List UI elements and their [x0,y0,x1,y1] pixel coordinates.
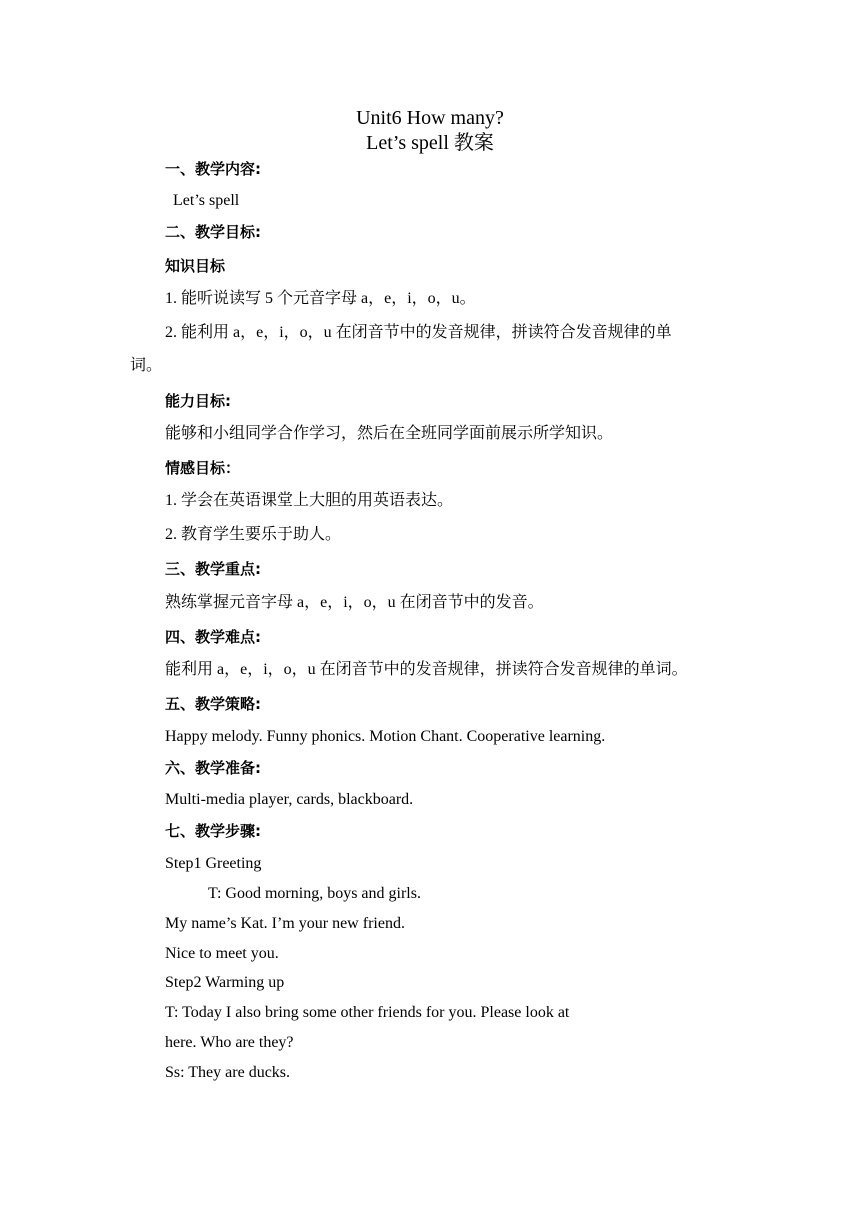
step1-line2: My name’s Kat. I’m your new friend. [165,915,405,932]
preparation-text: Multi-media player, cards, blackboard. [165,791,414,808]
knowledge-item-2-line1: 2. 能利用 a，e，i，o，u 在闭音节中的发音规律，拼读符合发音规律的单 [165,324,672,341]
ability-text: 能够和小组同学合作学习，然后在全班同学面前展示所学知识。 [165,425,614,442]
step2-students-line: Ss: They are ducks. [165,1064,291,1081]
difficulties-text: 能利用 a，e，i，o，u 在闭音节中的发音规律，拼读符合发音规律的单词。 [165,661,688,678]
document-title-line2: Let’s spell 教案 [366,132,494,154]
subheading-emotion: 情感目标： [165,459,241,477]
section-heading-preparation: 六、教学准备: [165,759,261,777]
key-points-text: 熟练掌握元音字母 a，e，i，o，u 在闭音节中的发音。 [165,594,544,611]
section-heading-key-points: 三、教学重点: [165,560,261,578]
step1-teacher-line: T: Good morning, boys and girls. [208,885,421,902]
section-heading-content: 一、教学内容: [165,160,261,178]
step1-title: Step1 Greeting [165,855,262,872]
document-title-line1: Unit6 How many? [356,107,504,129]
section-heading-strategies: 五、教学策略: [165,695,261,713]
emotion-item-1: 1. 学会在英语课堂上大胆的用英语表达。 [165,492,454,509]
content-text: Let’s spell [173,192,240,209]
section-heading-difficulties: 四、教学难点: [165,628,261,646]
step2-title: Step2 Warming up [165,974,285,991]
subheading-knowledge: 知识目标 [165,257,226,275]
strategies-text: Happy melody. Funny phonics. Motion Chant. Cooperative learning. [165,728,606,745]
step2-teacher-line1: T: Today I also bring some other friends for you. Please look at [165,1004,570,1021]
subheading-ability: 能力目标: [165,392,231,410]
step2-teacher-line2: here. Who are they? [165,1034,294,1051]
knowledge-item-1: 1. 能听说读写 5 个元音字母 a，e，i，o，u。 [165,290,476,307]
section-heading-objectives: 二、教学目标: [165,223,261,241]
section-heading-steps: 七、教学步骤: [165,822,261,840]
step1-line3: Nice to meet you. [165,945,279,962]
emotion-item-2: 2. 教育学生要乐于助人。 [165,526,342,543]
knowledge-item-2-line2: 词。 [130,357,163,374]
